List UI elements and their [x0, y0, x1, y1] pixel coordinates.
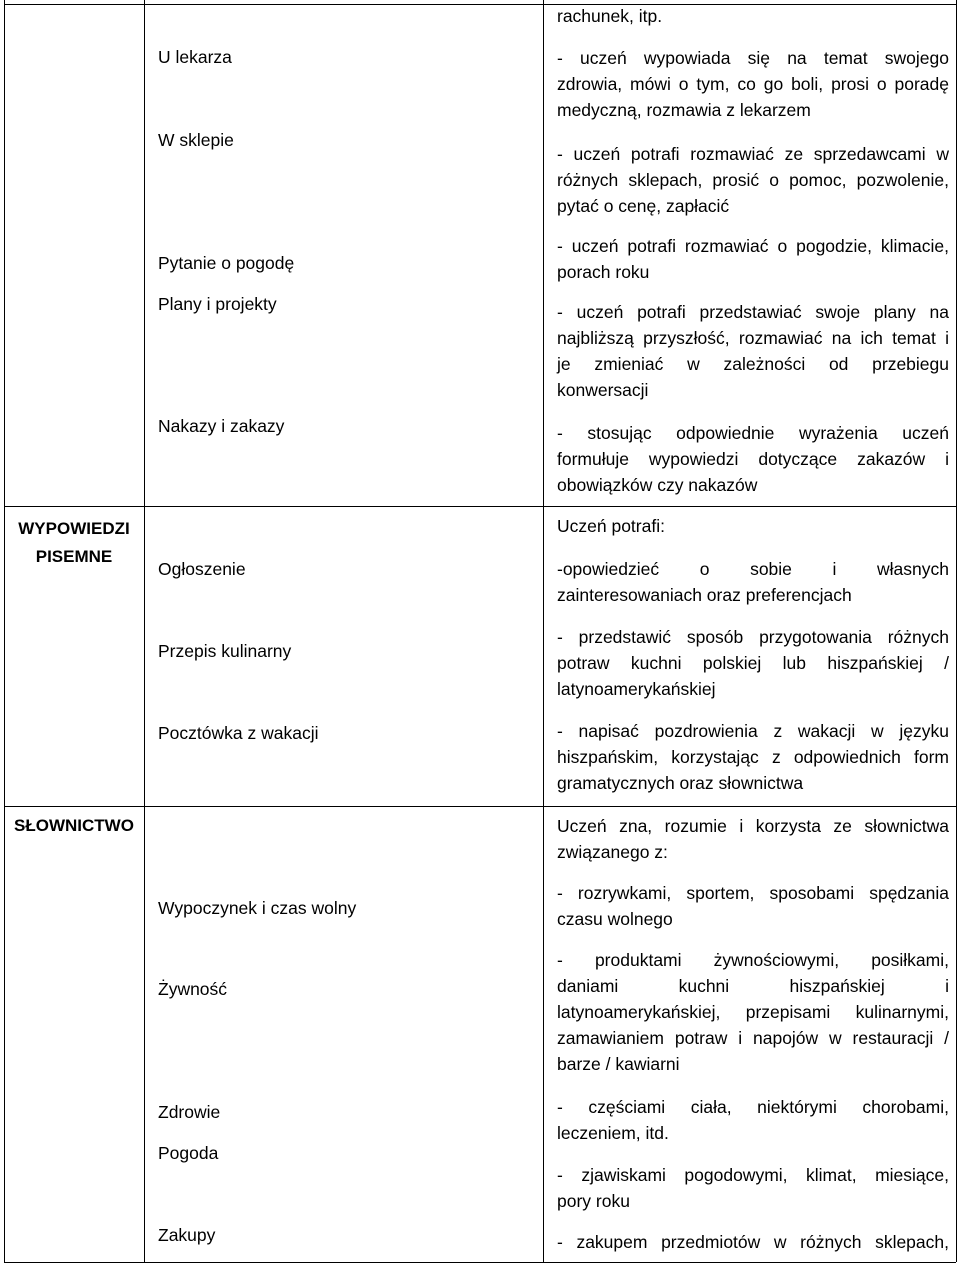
text-line: związanego z: — [557, 842, 668, 862]
text-line: je zmieniać w zależności od przebiegu — [557, 354, 949, 374]
text-line: - produktami żywnościowymi, posiłkami, — [557, 950, 949, 970]
topic-plany-i-projekty: Plany i projekty — [158, 294, 277, 314]
section-heading-wypowiedzi-pisemne: WYPOWIEDZI PISEMNE — [18, 519, 130, 566]
description-pogoda — [557, 233, 949, 285]
topic-zywnosc: Żywność — [158, 979, 228, 999]
topic-ogloszenie: Ogłoszenie — [158, 559, 246, 579]
text-line: - napisać pozdrowienia z wakacji w języku — [557, 721, 949, 741]
description-wypoczynek — [557, 880, 949, 932]
description-przepis — [557, 624, 949, 702]
section-heading-slownictwo: SŁOWNICTWO — [14, 816, 134, 835]
text-line: najbliższą przyszłość, rozmawiać na ich temat i — [557, 328, 949, 348]
text-line: - zjawiskami pogodowymi, klimat, miesiące, — [557, 1165, 949, 1185]
description-pogoda-slownictwo — [557, 1162, 949, 1214]
description-zakupy — [557, 1229, 949, 1255]
text-line: daniami kuchni hiszpańskiej i — [557, 976, 949, 996]
table-border-left — [4, 0, 5, 1262]
text-line: - przedstawić sposób przygotowania różnych — [557, 627, 949, 647]
description-ogloszenie — [557, 556, 949, 608]
text-line: latynoamerykańskiej, przepisami kulinarnymi, — [557, 1002, 949, 1022]
topic-w-sklepie: W sklepie — [158, 130, 234, 150]
text-line: - uczeń wypowiada się na temat swojego — [557, 48, 949, 68]
text-line: - uczeń potrafi rozmawiać ze sprzedawcami w — [557, 144, 949, 164]
table-border-col2 — [543, 0, 544, 1262]
text-line: pory roku — [557, 1191, 630, 1211]
text-line: zamawianiem potraw i napojów w restauracji / — [557, 1028, 949, 1048]
description-top-continuation — [557, 3, 949, 29]
text-line: hiszpańskim, korzystając z odpowiednich form — [557, 747, 949, 767]
topic-przepis-kulinarny: Przepis kulinarny — [158, 641, 292, 661]
text-line: - uczeń potrafi rozmawiać o pogodzie, klimacie, — [557, 236, 949, 256]
topic-zakupy: Zakupy — [158, 1225, 216, 1245]
row-divider-slownictwo — [4, 806, 956, 807]
text-line: Uczeń zna, rozumie i korzysta ze słownictwa — [557, 816, 949, 836]
text-line: konwersacji — [557, 380, 649, 400]
description-uczen-zna — [557, 813, 949, 865]
description-nakazy — [557, 420, 949, 498]
description-zdrowie — [557, 1094, 949, 1146]
text-line: - zakupem przedmiotów w różnych sklepach, — [557, 1232, 949, 1252]
description-pocztowka — [557, 718, 949, 796]
text-line: zainteresowaniach oraz preferencjach — [557, 585, 852, 605]
text-line: medyczną, rozmawia z lekarzem — [557, 100, 811, 120]
text-line: różnych sklepach, prosić o pomoc, pozwolenie, — [557, 170, 949, 190]
description-zywnosc — [557, 947, 949, 1077]
text-line: obowiązków czy nakazów — [557, 475, 758, 495]
text-line: zdrowia, mówi o tym, co go boli, prosi o poradę — [557, 74, 949, 94]
topic-nakazy-i-zakazy: Nakazy i zakazy — [158, 416, 285, 436]
description-sklep — [557, 141, 949, 219]
text-line: - stosując odpowiednie wyrażenia uczeń — [557, 423, 949, 443]
text-line: pytać o cenę, zapłacić — [557, 196, 730, 216]
text-line: - rozrywkami, sportem, sposobami spędzania — [557, 883, 949, 903]
text-line: czasu wolnego — [557, 909, 673, 929]
topic-zdrowie: Zdrowie — [158, 1102, 221, 1122]
text-line: potraw kuchni polskiej lub hiszpańskiej / — [557, 653, 949, 673]
text-line: formułuje wypowiedzi dotyczące zakazów i — [557, 449, 949, 469]
table-border-bottom — [4, 1262, 956, 1263]
text-line: latynoamerykańskiej — [557, 679, 716, 699]
text-line: - uczeń potrafi przedstawiać swoje plany na — [557, 302, 949, 322]
description-lekarz — [557, 45, 949, 123]
topic-pogoda: Pogoda — [158, 1143, 219, 1163]
text-line: - częściami ciała, niektórymi chorobami, — [557, 1097, 949, 1117]
text-line: rachunek, itp. — [557, 6, 663, 26]
text-line: -opowiedzieć o sobie i własnych — [557, 559, 949, 579]
description-uczen-potrafi — [557, 513, 949, 539]
text-line: gramatycznych oraz słownictwa — [557, 773, 804, 793]
description-plany — [557, 299, 949, 403]
table-border-col1 — [144, 0, 145, 1262]
topic-pocztowka-z-wakacji: Pocztówka z wakacji — [158, 723, 319, 743]
topic-pytanie-o-pogode: Pytanie o pogodę — [158, 253, 295, 273]
table-border-right — [956, 0, 957, 1262]
text-line: leczeniem, itd. — [557, 1123, 669, 1143]
text-line: Uczeń potrafi: — [557, 516, 665, 536]
text-line: barze / kawiarni — [557, 1054, 680, 1074]
row-divider-wypowiedzi — [4, 506, 956, 507]
topic-wypoczynek: Wypoczynek i czas wolny — [158, 898, 357, 918]
topic-u-lekarza: U lekarza — [158, 47, 232, 67]
text-line: porach roku — [557, 262, 650, 282]
